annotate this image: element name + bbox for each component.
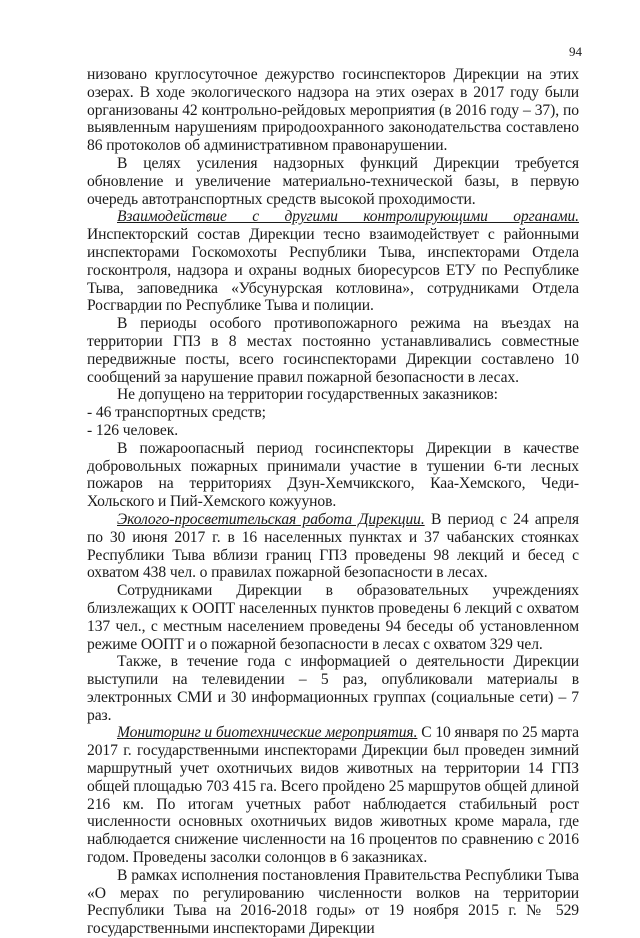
section-heading-education: Эколого-просветительская работа Дирекции. — [117, 510, 425, 528]
paragraph-6: В пожароопасный период госинспекторы Дирекции в качестве добровольных пожарных принимали участие в тушении 6-ти лесных пожаров на территориях Дзун-Хемчикского, Каа-Хемского, Чеди-Хольского и Пий-Хемского кожуунов. — [87, 439, 579, 511]
body-text — [87, 66, 579, 938]
paragraph-10 — [87, 724, 579, 866]
list-item: - 126 человек. — [87, 421, 178, 439]
paragraph-3 — [87, 208, 579, 315]
paragraph-1: низовано круглосуточное дежурство госинспекторов Дирекции на этих озерах. В ходе экологического надзора на этих озерах в 2017 году были организованы 42 контрольно-рейдовых мероприятия (в 2016 году – 37), по выявленным нарушениям природоохранного законодательства составлено 86 протоколов об административном правонарушении. — [87, 66, 579, 155]
paragraph-7 — [87, 511, 579, 582]
section-heading-monitoring: Мониторинг и биотехнические мероприятия. — [117, 724, 418, 742]
paragraph-10-text: С 10 января по 25 марта 2017 г. государственными инспекторами Дирекции был проведен зимний маршрутный учет охотничьих видов животных на территории 14 ГПЗ общей площадью 703 415 га. Всего пройдено 25 маршрутов общей длиной 216 км. По итогам учетных работ наблюдается стабильный рост численности основных охотничьих видов животных кроме марала, где наблюдается снижение численности на 16 процентов по сравнению с 2016 годом. Проведены засолки солонцов в 6 заказниках. — [87, 724, 579, 867]
paragraph-7-text: В период с 24 апреля по 30 июня 2017 г. в 16 населенных пунктах и 37 чабанских стоянках Республики Тыва вблизи границ ГПЗ проведены 98 лекций и бесед с охватом 438 чел. о правилах пожарной безопасности в лесах. — [87, 510, 579, 582]
paragraph-4: В периоды особого противопожарного режима на въездах на территории ГПЗ в 8 местах постоянно устанавливались совместные передвижные посты, всего госинспекторами Дирекции составлено 10 сообщений за нарушение правил пожарной безопасности в лесах. — [87, 315, 579, 386]
paragraph-3-text: Инспекторский состав Дирекции тесно взаимодействует с районными инспекторами Госкомохоты Республики Тыва, инспекторами Отдела госконтроля, надзора и охраны водных биоресурсов ЕТУ по Республике Тыва, заповедника «Убсунурская котловина», сотрудниками Отдела Росгвардии по Республике Тыва и полиции. — [87, 226, 579, 315]
paragraph-9: Также, в течение года с информацией о деятельности Дирекции выступили на телевидении – 5 раз, опубликовали материалы в электронных СМИ и 30 информационных группах (социальные сети) – 7 раз. — [87, 653, 579, 724]
page-number: 94 — [569, 44, 582, 59]
section-heading-interaction: Взаимодействие с другими контролирующими органами. — [117, 208, 579, 226]
paragraph-11: В рамках исполнения постановления Правительства Республики Тыва «О мерах по регулированию численности волков на территории Республики Тыва на 2016-2018 годы» от 19 ноября 2015 г. № 529 государственными инспекторами Дирекции — [87, 866, 579, 938]
paragraph-5: Не допущено на территории государственных заказников: — [117, 386, 498, 404]
paragraph-2: В целях усиления надзорных функций Дирекции требуется обновление и увеличение материально-технической базы, в первую очередь автотранспортных средств высокой проходимости. — [87, 154, 579, 208]
paragraph-8: Сотрудниками Дирекции в образовательных учреждениях близлежащих к ООПТ населенных пунктов проведены 6 лекций с охватом 137 чел., с местным населением проведены 94 беседы об установленном режиме ООПТ и о пожарной безопасности в лесах с охватом 329 чел. — [87, 582, 579, 653]
list-item: - 46 транспортных средств; — [87, 404, 266, 422]
